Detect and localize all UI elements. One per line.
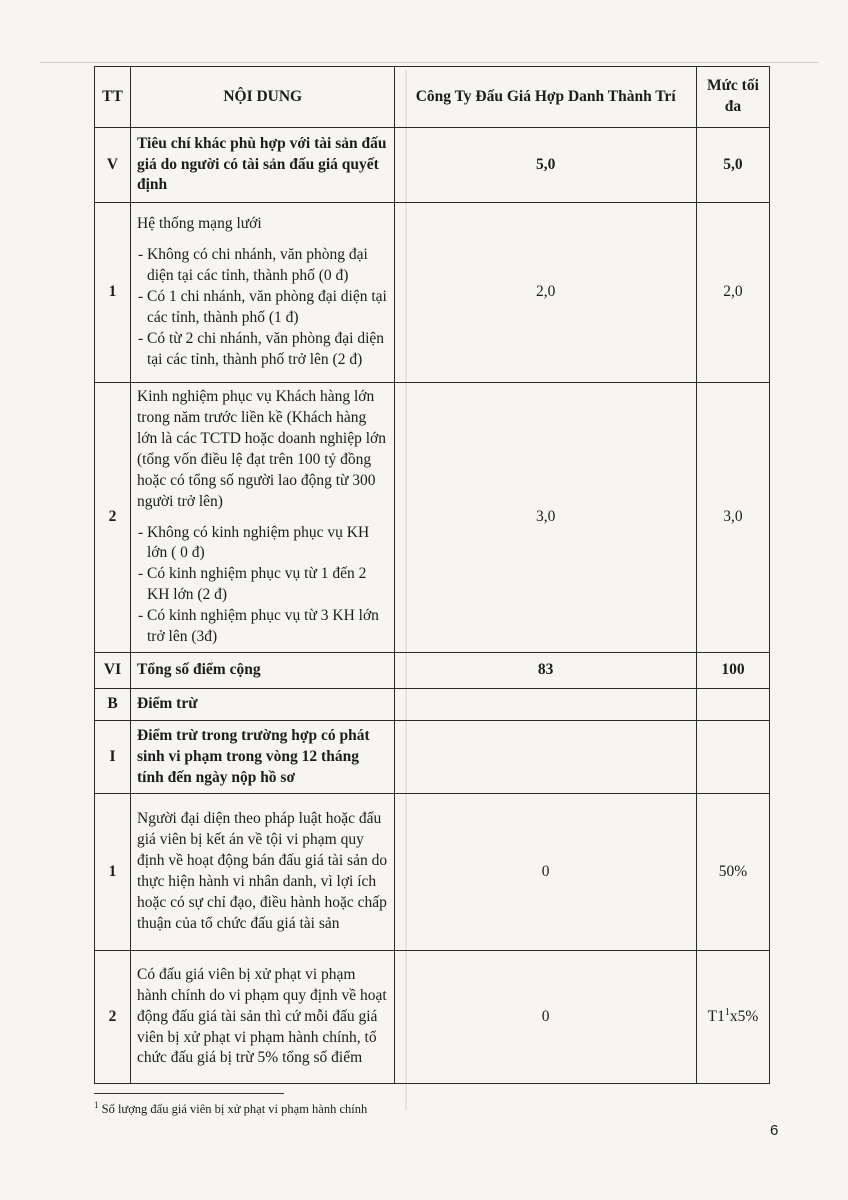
row-score: 0 xyxy=(395,951,696,1084)
scoring-table xyxy=(94,66,770,1084)
row-title: Hệ thống mạng lưới xyxy=(137,215,262,233)
table-row xyxy=(95,794,770,951)
header-tt: TT xyxy=(95,67,131,128)
row-score: 83 xyxy=(395,653,696,689)
table-row xyxy=(95,689,770,721)
footnote-ref: 1 xyxy=(724,1007,730,1019)
row-score xyxy=(395,689,696,721)
row-tt: 1 xyxy=(95,203,131,383)
row-content: Điểm trừ trong trường hợp có phát sinh vi phạm trong vòng 12 tháng tính đến ngày nộp hồ sơ xyxy=(131,721,395,794)
row-max: 5,0 xyxy=(696,128,769,203)
row-content xyxy=(131,203,395,383)
row-score: 2,0 xyxy=(395,203,696,383)
row-score xyxy=(395,721,696,794)
table-row xyxy=(95,653,770,689)
table-row xyxy=(95,721,770,794)
row-content: Tổng số điểm cộng xyxy=(131,653,395,689)
header-muc-toi-da: Mức tối đa xyxy=(696,67,769,128)
list-item: - Không có kinh nghiệm phục vụ KH lớn ( 0 đ) xyxy=(138,523,370,562)
max-prefix: T1 xyxy=(707,1008,725,1026)
row-content: Có đấu giá viên bị xử phạt vi phạm hành chính do vi phạm quy định về hoạt động đấu giá tài sản thì cứ mỗi đấu giá viên bị xử phạt vi phạm hành chính, tổ chức đấu giá bị trừ 5% tổng số điểm xyxy=(131,951,395,1084)
row-content: Điểm trừ xyxy=(131,689,395,721)
row-max: 100 xyxy=(696,653,769,689)
footnote-mark: 1 xyxy=(94,1100,99,1110)
row-tt: B xyxy=(95,689,131,721)
row-tt: 2 xyxy=(95,951,131,1084)
list-item: - Có 1 chi nhánh, văn phòng đại diện tại các tỉnh, thành phố (1 đ) xyxy=(138,288,387,326)
page-top-line xyxy=(40,62,818,63)
footnote-separator xyxy=(94,1093,284,1094)
row-max xyxy=(696,689,769,721)
row-tt: V xyxy=(95,128,131,203)
table-row xyxy=(95,383,770,653)
table-row xyxy=(95,951,770,1084)
footnote-text: Số lượng đấu giá viên bị xử phạt vi phạm hành chính xyxy=(101,1102,368,1117)
footnote xyxy=(94,1100,367,1117)
list-item: - Có kinh nghiệm phục vụ từ 1 đến 2 KH lớn (2 đ) xyxy=(138,565,367,604)
list-item: - Có kinh nghiệm phục vụ từ 3 KH lớn trở lên (3đ) xyxy=(138,607,379,646)
row-max: 3,0 xyxy=(696,383,769,653)
row-content: Tiêu chí khác phù hợp với tài sản đấu giá do người có tài sản đấu giá quyết định xyxy=(131,128,395,203)
row-content xyxy=(131,383,395,653)
row-tt: 2 xyxy=(95,383,131,653)
header-noi-dung: NỘI DUNG xyxy=(131,67,395,128)
list-item: - Có từ 2 chi nhánh, văn phòng đại diện tại các tỉnh, thành phố trở lên (2 đ) xyxy=(138,329,385,368)
row-max xyxy=(696,951,769,1084)
row-content: Người đại diện theo pháp luật hoặc đấu giá viên bị kết án về tội vi phạm quy định về hoạt động bán đấu giá tài sản do thực hiện hành vi nhân danh, vì lợi ích hoặc có sự chỉ đạo, điều hành hoặc chấp thuận của tổ chức đấu giá tài sản xyxy=(131,794,395,951)
row-tt: VI xyxy=(95,653,131,689)
row-tt: 1 xyxy=(95,794,131,951)
max-suffix: x5% xyxy=(729,1008,759,1026)
row-score: 5,0 xyxy=(395,128,696,203)
row-max: 50% xyxy=(696,794,769,951)
row-score: 3,0 xyxy=(395,383,696,653)
row-max xyxy=(696,721,769,794)
header-company: Công Ty Đấu Giá Hợp Danh Thành Trí xyxy=(395,67,696,128)
row-max: 2,0 xyxy=(696,203,769,383)
table-header-row xyxy=(95,67,770,128)
table-row xyxy=(95,203,770,383)
row-score: 0 xyxy=(395,794,696,951)
table-row xyxy=(95,128,770,203)
list-item: - Không có chi nhánh, văn phòng đại diện tại các tỉnh, thành phố (0 đ) xyxy=(138,246,368,285)
page-number: 6 xyxy=(770,1122,779,1139)
row-tt: I xyxy=(95,721,131,794)
row-title: Kinh nghiệm phục vụ Khách hàng lớn trong năm trước liền kề (Khách hàng lớn là các TCTD hoặc doanh nghiệp lớn (tổng vốn điều lệ đạt trên 100 tỷ đồng hoặc có tổng số người lao động từ 300 người trở lên) xyxy=(137,388,386,510)
